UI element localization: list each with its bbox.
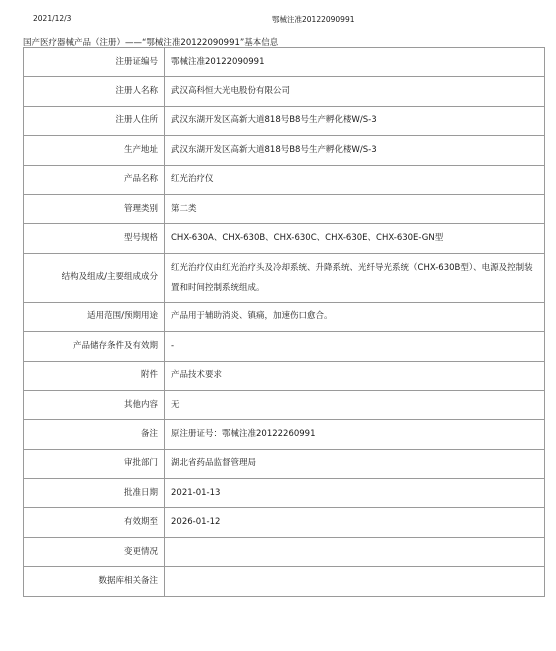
row-label: 注册人名称 — [24, 77, 165, 106]
table-row — [24, 390, 545, 419]
row-value: 红光治疗仪由红光治疗头及冷却系统、升降系统、光纤导光系统（CHX-630B型）、电源及控制装置和时间控制系统组成。 — [165, 253, 545, 302]
print-page-title: 鄂械注准20122090991 — [272, 15, 355, 24]
table-row — [24, 48, 545, 77]
row-value: 产品技术要求 — [165, 361, 545, 390]
table-row — [24, 77, 545, 106]
table-row — [24, 479, 545, 508]
row-value: 第二类 — [165, 194, 545, 223]
table-row — [24, 537, 545, 566]
row-label: 生产地址 — [24, 136, 165, 165]
row-label: 有效期至 — [24, 508, 165, 537]
row-label: 注册证编号 — [24, 48, 165, 77]
info-table — [23, 47, 545, 597]
table-row — [24, 508, 545, 537]
table-row — [24, 567, 545, 596]
row-value: - — [165, 332, 545, 361]
row-label: 管理类别 — [24, 194, 165, 223]
row-label: 数据库相关备注 — [24, 567, 165, 596]
row-value: 原注册证号：鄂械注准20122260991 — [165, 420, 545, 449]
row-label: 型号规格 — [24, 224, 165, 253]
table-row — [24, 420, 545, 449]
document-title: 国产医疗器械产品（注册）——“鄂械注准20122090991”基本信息 — [23, 38, 279, 48]
table-row — [24, 224, 545, 253]
row-label: 产品储存条件及有效期 — [24, 332, 165, 361]
row-value: CHX-630A、CHX-630B、CHX-630C、CHX-630E、CHX-630E-GN型 — [165, 224, 545, 253]
row-value: 2021-01-13 — [165, 479, 545, 508]
print-date: 2021/12/3 — [33, 14, 72, 23]
row-label: 其他内容 — [24, 390, 165, 419]
row-value: 红光治疗仪 — [165, 165, 545, 194]
row-value: 鄂械注准20122090991 — [165, 48, 545, 77]
row-value: 产品用于辅助消炎、镇痛，加速伤口愈合。 — [165, 302, 545, 331]
row-label: 适用范围/预期用途 — [24, 302, 165, 331]
row-value: 无 — [165, 390, 545, 419]
table-row — [24, 165, 545, 194]
row-value: 湖北省药品监督管理局 — [165, 449, 545, 478]
row-value: 武汉东湖开发区高新大道818号B8号生产孵化楼W/S-3 — [165, 106, 545, 135]
table-row — [24, 302, 545, 331]
row-label: 变更情况 — [24, 537, 165, 566]
row-label: 审批部门 — [24, 449, 165, 478]
row-label: 批准日期 — [24, 479, 165, 508]
table-row — [24, 449, 545, 478]
table-row — [24, 136, 545, 165]
table-row — [24, 332, 545, 361]
table-row — [24, 253, 545, 302]
table-row — [24, 106, 545, 135]
table-row — [24, 194, 545, 223]
row-label: 结构及组成/主要组成成分 — [24, 253, 165, 302]
row-value: 武汉高科恒大光电股份有限公司 — [165, 77, 545, 106]
row-label: 产品名称 — [24, 165, 165, 194]
table-row — [24, 361, 545, 390]
row-value — [165, 537, 545, 566]
row-value — [165, 567, 545, 596]
row-label: 注册人住所 — [24, 106, 165, 135]
row-value: 武汉东湖开发区高新大道818号B8号生产孵化楼W/S-3 — [165, 136, 545, 165]
row-label: 备注 — [24, 420, 165, 449]
row-value: 2026-01-12 — [165, 508, 545, 537]
row-label: 附件 — [24, 361, 165, 390]
